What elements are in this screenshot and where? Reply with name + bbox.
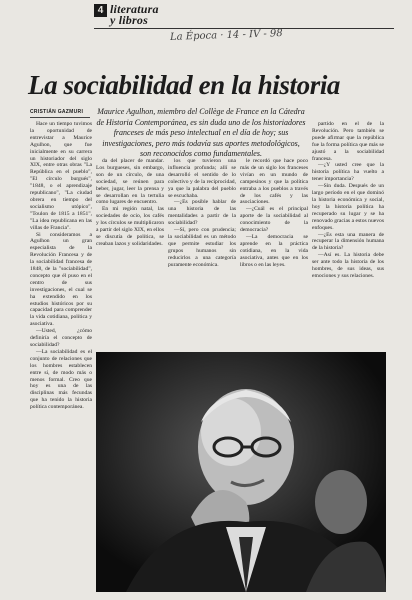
paragraph: —Así es. La historia debe ser ante todo la historia de los hombres, de sus ideas, sus emociones y sus relaciones. (312, 252, 384, 279)
paragraph: —La democracia se aprende en la práctica cotidiana, en la vida asociativa, antes que en los libros o en las leyes. (240, 233, 308, 268)
section-title: literatura (110, 2, 159, 16)
section-number-badge: 4 (94, 4, 107, 17)
paragraph: da del placer de mandar. Los burgueses, sin embargo, son de un círculo, de una sociedad, se reúnen para beber, jugar, leer la prensa y se desarrollan en la tertulia como lugares de encuentro. (96, 158, 164, 206)
paragraph: Hace un tiempo tuvimos la oportunidad de entrevistar a Maurice Agulhon, que fue inicialmente en su carrera un historiador del siglo XIX, entre otras obras "La República en el pueblo", "El círculo burgués", "1848, o el aprendizaje republicano", "La ciudad obrera en tiempo del socialismo utópico", "Toulon de 1815 a 1851", "La idea republicana en las villas de Francia". (30, 121, 92, 231)
paragraph: partido en el de la Revolución. Pero también se puede afirmar que la república fue la forma política que más se ajustó a la sociabilidad francesa. (312, 121, 384, 162)
paragraph: En mi región natal, las sociedades de ocio, los cafés y los círculos se multiplicaron a partir del siglo XIX, en ellos se discutía de política, se creaban lazos y solidaridades. (96, 206, 164, 247)
paragraph: —Usted, ¿cómo definiría el concepto de sociabilidad? (30, 328, 92, 348)
paragraph: le recordó que hace poco más de un siglo los franceses vivían en un mundo de campesinos y que la política entraba a los pueblos a través de los cafés y las asociaciones. (240, 158, 308, 206)
paragraph: Si consideramos a Agulhon un gran especialista de la Revolución Francesa y de la sociabilidad francesa de 1848, de la "sociabilidad", concepto que él puso en el centro de sus investigaciones, el cual se ha extendido en los estudios históricos por su capacidad para comprender la vida cotidiana, política y asociativa. (30, 231, 92, 328)
article-column-1 (30, 121, 92, 591)
article-lead: Maurice Agulhon, miembro del Collège de France en la Cátedra de Historia Contemporánea, es sin duda uno de los historiadores franceses de más peso intelectual en el día de hoy; sus investigaciones, pero más todavía sus aportes metodológicos, son reconocidos como fundamentales. (96, 107, 306, 158)
paragraph: —Sin duda. Después de un largo período en el que dominó la historia económica y social, hoy la historia política ha recuperado su lugar y se ha renovado gracias a estos nuevos enfoques. (312, 183, 384, 231)
handwritten-date-note: La Época · 14 - IV - 98 (169, 28, 283, 43)
paragraph: —¿Es esta una manera de recuperar la dimensión humana de la historia? (312, 231, 384, 252)
paragraph: los que tuvieron una influencia profunda; allí se desarrolló el sentido de lo colectivo y de la reciprocidad, ya que la palabra del pueblo se escuchaba. (168, 158, 236, 199)
paragraph: —La sociabilidad es el conjunto de relaciones que los hombres establecen entre sí, de modo más o menos formal. Creo que hoy es una de las disciplinas más fecundas que ha tenido la historia política contemporánea. (30, 348, 92, 411)
article-column-4 (240, 158, 308, 348)
byline-divider (30, 117, 90, 118)
paragraph: —¿Es posible hablar de una historia de las mentalidades a partir de la sociabilidad? (168, 199, 236, 227)
portrait-photo-graphic (96, 352, 386, 592)
portrait-photo (96, 352, 386, 592)
article-column-3 (168, 158, 236, 348)
article-column-5 (312, 121, 384, 348)
section-subtitle: y libros (110, 13, 148, 27)
paragraph: —Sí, pero con prudencia; la sociabilidad es un método que permite estudiar los grupos humanos sin reducirlos a una categoría puramente económica. (168, 227, 236, 268)
article-headline: La sociabilidad en la historia (28, 70, 341, 100)
paragraph: —¿Y usted cree que la historia política ha vuelto a tener importancia? (312, 162, 384, 183)
paragraph: —¿Cuál es el principal aporte de la sociabilidad al conocimiento de la democracia? (240, 206, 308, 234)
article-column-2 (96, 158, 164, 348)
article-byline: CRISTIÁN GAZMURI (30, 109, 84, 115)
